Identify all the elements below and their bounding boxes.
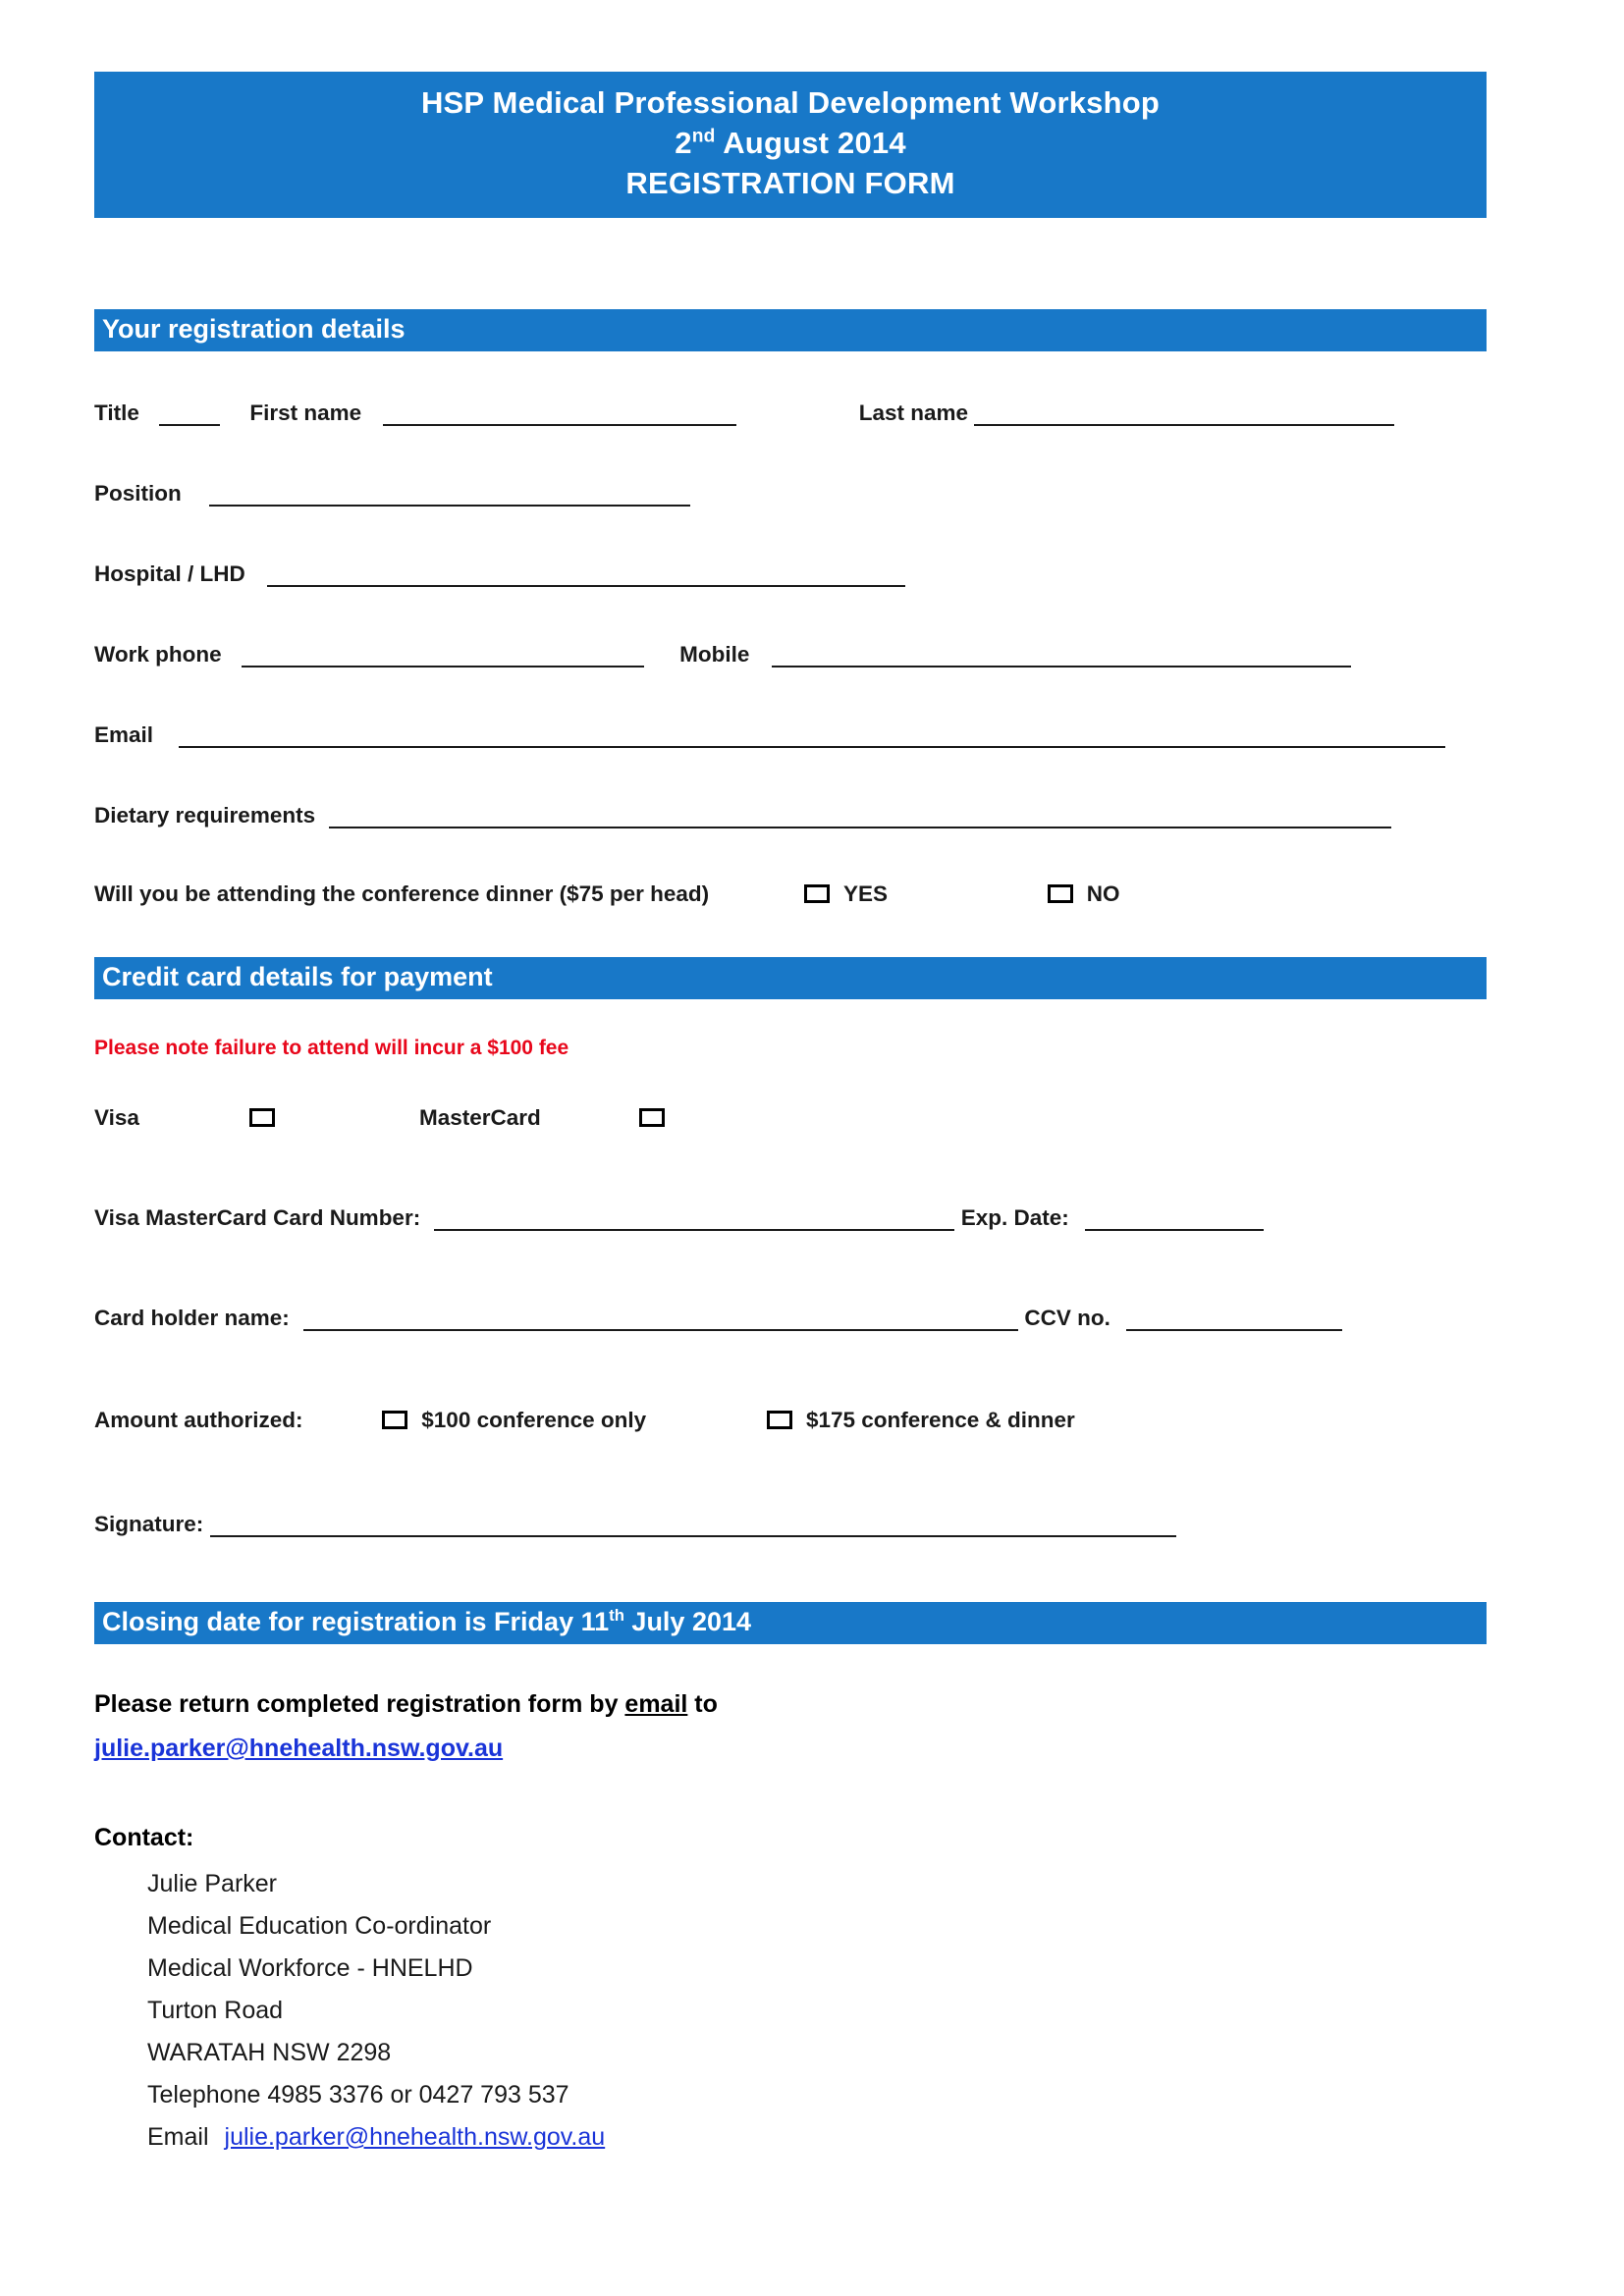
input-title[interactable] [159,404,220,426]
label-mastercard: MasterCard [418,1105,541,1130]
return-instruction-line [94,1690,718,1719]
label-ccv: CCV no. [1024,1306,1110,1330]
label-signature: Signature: [94,1512,204,1536]
contact-details [147,1863,605,2159]
input-mobile[interactable] [772,646,1351,667]
input-signature[interactable] [210,1516,1176,1537]
fee-warning-note: Please note failure to attend will incur a $100 fee [94,1037,569,1059]
input-position[interactable] [209,485,690,507]
input-last-name[interactable] [974,404,1394,426]
label-visa: Visa [94,1105,139,1130]
title-line-3: REGISTRATION FORM [625,165,955,200]
checkbox-visa[interactable] [249,1108,275,1127]
label-email: Email [94,722,154,747]
label-title: Title [94,400,139,425]
section-registration-details: Your registration details [94,309,1487,351]
return-email-link-wrap [94,1735,503,1763]
title-date-ordinal: nd [691,126,716,147]
label-dietary: Dietary requirements [94,803,316,828]
row-name [94,400,1394,426]
row-hospital [94,561,905,587]
title-date-month: August 2014 [715,125,906,160]
title-date-number: 2 [675,125,692,160]
label-amount-authorized: Amount authorized: [94,1408,303,1432]
document-title-banner [94,72,1487,218]
row-card-number [94,1205,1264,1231]
checkbox-amount-100[interactable] [382,1411,407,1429]
row-dietary [94,803,1391,828]
contact-line-street: Turton Road [147,1997,284,2024]
contact-line-email [147,2116,605,2159]
row-email [94,722,1445,748]
input-exp-date[interactable] [1085,1209,1264,1231]
label-work-phone: Work phone [94,642,222,667]
label-dinner-question: Will you be attending the conference dinner ($75 per head) [94,881,710,906]
label-card-number: Visa MasterCard Card Number: [94,1205,421,1230]
label-hospital: Hospital / LHD [94,561,245,586]
label-position: Position [94,481,182,506]
contact-line-suburb: WARATAH NSW 2298 [147,2039,392,2066]
checkbox-amount-175[interactable] [767,1411,792,1429]
row-dinner-question [94,881,1120,907]
input-email[interactable] [179,726,1445,748]
return-instruction-email-word: email [624,1690,688,1718]
input-card-number[interactable] [434,1209,954,1231]
return-instruction-text: Please return completed registration form by [94,1690,625,1718]
return-email-link[interactable]: julie.parker@hnehealth.nsw.gov.au [94,1735,504,1762]
contact-line-role: Medical Education Co-ordinator [147,1912,492,1940]
label-last-name: Last name [858,400,969,425]
label-dinner-no: NO [1086,881,1120,906]
row-phone [94,642,1351,667]
label-mobile: Mobile [679,642,750,667]
row-signature [94,1512,1176,1537]
row-amount-authorized [94,1408,1075,1433]
row-card-type [94,1105,665,1131]
title-line-1: HSP Medical Professional Development Workshop [420,85,1161,120]
checkbox-mastercard[interactable] [639,1108,665,1127]
contact-line-department: Medical Workforce - HNELHD [147,1954,473,1982]
closing-date-ordinal: th [609,1606,624,1625]
checkbox-dinner-yes[interactable] [804,884,830,903]
section-credit-card: Credit card details for payment [94,957,1487,999]
input-ccv[interactable] [1126,1309,1342,1331]
input-first-name[interactable] [383,404,736,426]
title-line-2 [94,124,1487,164]
row-position [94,481,690,507]
row-card-holder [94,1306,1342,1331]
input-card-holder[interactable] [303,1309,1018,1331]
label-amount-175: $175 conference & dinner [805,1408,1075,1432]
input-work-phone[interactable] [242,646,644,667]
checkbox-dinner-no[interactable] [1048,884,1073,903]
label-first-name: First name [249,400,362,425]
contact-email-label: Email [147,2123,209,2151]
return-instruction-to: to [687,1690,718,1718]
label-exp-date: Exp. Date: [960,1205,1069,1230]
contact-line-telephone: Telephone 4985 3376 or 0427 793 537 [147,2081,569,2109]
closing-date-pre: Closing date for registration is Friday 11 [102,1607,610,1636]
input-dietary[interactable] [329,807,1391,828]
label-card-holder: Card holder name: [94,1306,290,1330]
contact-email-link[interactable]: julie.parker@hnehealth.nsw.gov.au [224,2123,606,2151]
contact-heading: Contact: [94,1824,194,1851]
contact-line-name: Julie Parker [147,1870,277,1897]
label-amount-100: $100 conference only [421,1408,647,1432]
label-dinner-yes: YES [842,881,888,906]
input-hospital[interactable] [267,565,905,587]
closing-date-post: July 2014 [623,1607,752,1636]
section-closing-date [94,1602,1487,1644]
